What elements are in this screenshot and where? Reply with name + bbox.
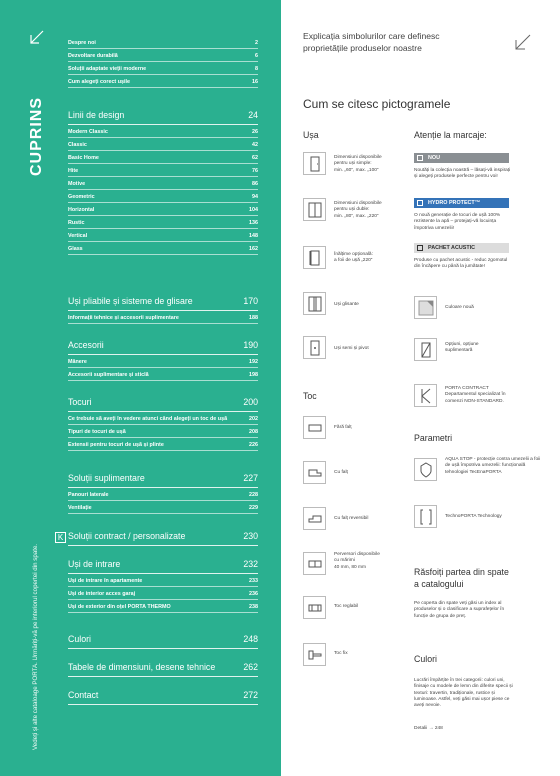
toc-design [68, 110, 258, 255]
pictogram-legend-panel [281, 0, 560, 776]
toc-row[interactable]: Geometric 94 [68, 190, 258, 203]
toc-section-title[interactable]: Culori 248 [68, 634, 258, 649]
hydro-protect-badge: HYDRO PROTECT™ [414, 198, 509, 208]
double-door-icon [303, 198, 326, 221]
toc-section-title[interactable]: Linii de design 24 [68, 110, 258, 125]
frame-reversible-icon [303, 507, 326, 530]
door-height-icon [303, 246, 326, 269]
toc-pliabile [68, 296, 258, 324]
technoporta-label: TechnoPORTA Technology [445, 514, 502, 519]
sliding-door-icon [303, 292, 326, 315]
side-title: CUPRINS [28, 96, 45, 176]
aqua-stop-desc: AQUA STOP - protecție contra umezelii a foii de ușă împotriva umezelii: funcțională tehnologiei TecEnaPORTA [445, 457, 541, 475]
toc-row[interactable]: Basic Home 62 [68, 151, 258, 164]
toc-item-text: Toc fix [334, 651, 348, 656]
arrow-down-left-icon [30, 30, 44, 44]
speaker-icon [417, 245, 423, 251]
frame-rebate-icon [303, 461, 326, 484]
new-color-label: Culoare nouă [445, 305, 474, 310]
frame-no-rebate-icon [303, 416, 326, 439]
water-drop-icon [417, 200, 423, 206]
usa-item-text: Uși semi și pivot [334, 346, 369, 351]
new-color-icon [414, 296, 437, 319]
toc-section-title[interactable]: Uși de intrare 232 [68, 559, 258, 574]
toc-row[interactable]: Glass 162 [68, 242, 258, 255]
toc-tocuri [68, 397, 258, 451]
porta-contract-icon [414, 384, 437, 407]
toc-row[interactable]: Motive 86 [68, 177, 258, 190]
usa-title: Ușa [303, 130, 319, 140]
single-door-icon [303, 152, 326, 175]
intro-text: Explicația simbolurilor care definesc proprietățile produselor noastre [303, 31, 440, 53]
toc-section-title[interactable]: Accesorii 190 [68, 340, 258, 355]
toc-row[interactable]: Ce trebuie să aveți în vedere atunci când alegeți un toc de ușă 202 [68, 412, 258, 425]
toc-contact [68, 690, 258, 705]
frame-fixed-icon [303, 643, 326, 666]
toc-intrare [68, 559, 258, 613]
acoustic-desc: Produse cu pachet acustic - reduc zgomotul din încăpere cu până la jumătate! [414, 258, 508, 270]
toc-item-text: Cu falț [334, 470, 348, 475]
rasfoiti-title: Răsfoiți partea din spate a catalogului [414, 567, 509, 589]
new-badge: NOU [414, 153, 509, 163]
toc-row[interactable]: Tipuri de tocuri de ușă 208 [68, 425, 258, 438]
toc-section-title[interactable]: Tabele de dimensiuni, desene tehnice 262 [68, 662, 258, 677]
usa-item-text: Dimensiuni disponibile pentru uși simple: min. „60”, max. „100” [334, 155, 382, 173]
k-marker: K [55, 532, 66, 543]
porta-contract-label: PORTA CONTRACT Departamentul specializat în comenzi NON-STANDARD. [445, 386, 506, 404]
toc-contract [68, 531, 258, 546]
arrow-right-icon: → [428, 726, 435, 731]
toc-section-title[interactable]: Uși pliabile și sisteme de glisare 170 [68, 296, 258, 311]
toc-row[interactable]: Vertical 148 [68, 229, 258, 242]
toc-row[interactable]: Mânere 192 [68, 355, 258, 368]
acoustic-badge: PACHET ACUSTIC [414, 243, 509, 253]
toc-row[interactable]: Classic 42 [68, 138, 258, 151]
frame-extension-icon [303, 552, 326, 575]
toc-row[interactable]: Panouri laterale 228 [68, 488, 258, 501]
toc-section-title[interactable]: Soluții suplimentare 227 [68, 473, 258, 488]
arrow-down-left-icon [515, 34, 531, 50]
pivot-door-icon [303, 336, 326, 359]
toc-row[interactable]: Ventilație 229 [68, 501, 258, 514]
culori-link[interactable]: Detalii → 248 [414, 726, 443, 731]
sparkle-icon [417, 155, 423, 161]
atentie-title: Atenție la marcaje: [414, 130, 487, 140]
culori-text: Lucrări împărțite în trei categorii: culori uni, finisaje cu modele de lemn din diferite specii și texturi: travertin, tradiționale, rustice și luminoase. Astfel, veți găsi mai ușor piese ce aveți nevoie. [414, 678, 513, 709]
toc-intro [68, 36, 258, 88]
aqua-stop-icon [414, 458, 437, 481]
page-heading: Cum se citesc pictogramele [303, 97, 451, 111]
toc-section-title[interactable]: Contact 272 [68, 690, 258, 705]
usa-item-text: Dimensiuni disponibile pentru uși duble: min. „80”, max. „220” [334, 201, 382, 219]
frame-adjustable-icon [303, 596, 326, 619]
option-icon [414, 338, 437, 361]
toc-row[interactable]: Accesorii suplimentare și sticlă 198 [68, 368, 258, 381]
toc-item-text: Perversori disponibile cu mărimi 40 mm, 80 mm [334, 552, 380, 570]
toc-row[interactable]: Uși de interior acces garaj 236 [68, 587, 258, 600]
toc-item-text: Fără falț [334, 425, 352, 430]
toc-row[interactable]: Modern Classic 26 [68, 125, 258, 138]
hydro-protect-desc: O nouă generație de tocuri de ușă 100% rezistente la apă – protejați-vă locuința împotriva umezelii! [414, 213, 501, 231]
toc-title: Toc [303, 391, 317, 401]
culori-title: Culori [414, 654, 437, 664]
toc-row[interactable]: Despre noi 2 [68, 36, 258, 49]
toc-row[interactable]: Informații tehnice și accesorii suplimentare 188 [68, 311, 258, 324]
usa-item-text: Uși glisante [334, 302, 359, 307]
toc-row[interactable]: Soluții adaptate vieții moderne 8 [68, 62, 258, 75]
technoporta-icon [414, 505, 437, 528]
parametri-title: Parametri [414, 433, 453, 443]
toc-row[interactable]: Uși de exterior din oțel PORTA THERMO 238 [68, 600, 258, 613]
toc-tabele [68, 662, 258, 677]
toc-item-text: Toc reglabil [334, 604, 359, 609]
toc-row[interactable]: Uși de intrare în apartamente 233 [68, 574, 258, 587]
toc-section-title[interactable]: Soluții contract / personalizate 230 [68, 531, 258, 546]
option-label: Opțiuni, opțiune suplimentară [445, 342, 479, 354]
vertical-note: Vedeți și alte cataloage PORTA. Urmăriți-vă pe interiorul copertei din spate. [32, 543, 39, 750]
toc-row[interactable]: Dezvoltare durabilă 6 [68, 49, 258, 62]
toc-row[interactable]: Horizontal 104 [68, 203, 258, 216]
new-badge-desc: Noutăți la colecția noastră – lăsați-vă inspirați și alegeți produsele perfecte pentru voi! [414, 168, 511, 180]
toc-row[interactable]: Hite 76 [68, 164, 258, 177]
toc-solutii [68, 473, 258, 514]
toc-culori [68, 634, 258, 649]
toc-accesorii [68, 340, 258, 381]
toc-item-text: Cu falț reversibil [334, 516, 369, 521]
toc-row[interactable]: Cum alegeți corect ușile 16 [68, 75, 258, 88]
rasfoiti-text: Pe coperta din spate veți găsi un index al produselor și o clasificare a suprafețelor în funcție de grupa de preț. [414, 601, 505, 619]
usa-item-text: Înălțime opțională: a foii de ușă „220” [334, 252, 373, 264]
toc-row[interactable]: Extensii pentru tocuri de ușă și plinte 226 [68, 438, 258, 451]
toc-section-title[interactable]: Tocuri 200 [68, 397, 258, 412]
toc-row[interactable]: Rustic 136 [68, 216, 258, 229]
